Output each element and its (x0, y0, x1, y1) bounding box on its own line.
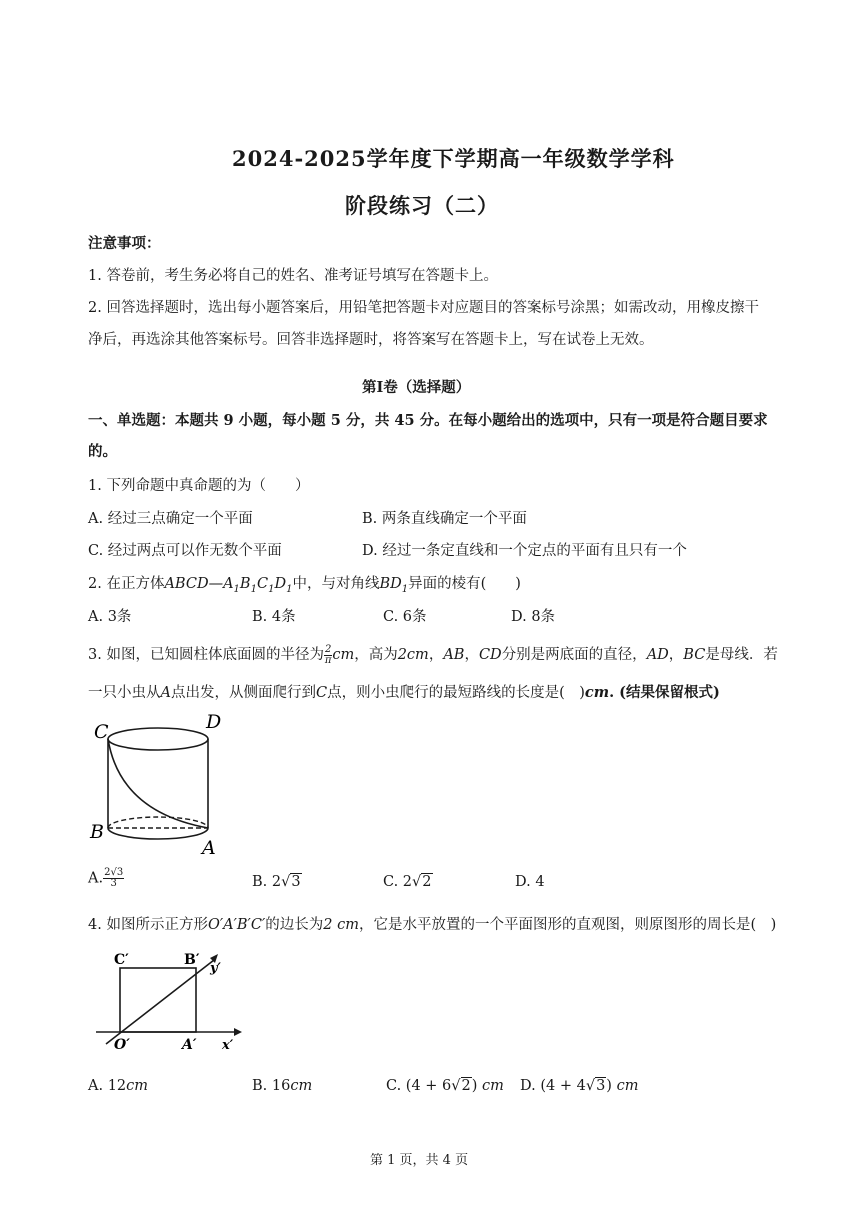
exam-title: 2024-2025学年度下学期高一年级数学学科 (232, 146, 675, 171)
cylinder-top-ellipse (108, 728, 208, 750)
figure-label-o-prime: O′ (114, 1037, 130, 1053)
figure-label-x-prime: x′ (222, 1038, 234, 1053)
figure-label-d: D (206, 712, 222, 733)
page-number: 第 1 页，共 4 页 (370, 1153, 469, 1168)
question-2-diagonal: BD (379, 576, 402, 592)
question-2-option-b: B. 4条 (252, 609, 296, 625)
figure-label-b-prime: B′ (184, 952, 200, 968)
figure-label-c: C (94, 721, 109, 743)
figure-label-c-prime: C′ (114, 952, 129, 968)
question-3-line-1: 3. 如图，已知圆柱体底面圆的半径为 $\frac{2}{\pi}$ cm，高为2cm，AB，CD分别是两底面的直径，AD，BC是母线．若 (88, 643, 778, 666)
cylinder-bottom-back-arc (108, 817, 208, 828)
question-1-option-b: B. 两条直线确定一个平面 (362, 511, 527, 527)
notice-item-2-line-1: 2. 回答选择题时，选出每小题答案后，用铅笔把答题卡对应题目的答案标号涂黑；如需改动，用橡皮擦干 (88, 300, 759, 316)
question-3-option-b: B. 2√3 (252, 874, 301, 890)
question-4-option-a: A. 12cm (88, 1078, 149, 1094)
question-2-option-a: A. 3条 (88, 609, 132, 625)
figure-label-a-prime: A′ (182, 1037, 197, 1053)
question-1-option-a: A. 经过三点确定一个平面 (88, 511, 253, 527)
question-1-stem: 1. 下列命题中真命题的为（ ） (88, 478, 310, 494)
x-axis-arrow (234, 1028, 242, 1036)
question-4-option-b: B. 16cm (252, 1078, 313, 1094)
notice-item-2-line-2: 净后，再选涂其他答案标号。回答非选择题时，将答案写在答题卡上，写在试卷上无效。 (88, 332, 654, 348)
figure-label-b: B (90, 821, 104, 843)
notice-item-1: 1. 答卷前，考生务必将自己的姓名、准考证号填写在答题卡上。 (88, 268, 498, 284)
cylinder-figure (88, 712, 238, 860)
question-3-option-c: C. 2√2 (383, 874, 432, 890)
square-o-a-b-c (120, 968, 196, 1032)
question-3-option-a: A. $\frac{2√3}{3}$ (88, 867, 124, 889)
exam-subtitle: 阶段练习（二） (345, 193, 499, 218)
question-1-option-c: C. 经过两点可以作无数个平面 (88, 543, 282, 559)
question-3-line-2: 一只小虫从A点出发，从侧面爬行到C点，则小虫爬行的最短路线的长度是( )cm. (结果保留根式) (88, 684, 720, 701)
notice-heading: 注意事项： (88, 235, 161, 252)
section-intro-line-2: 的。 (88, 443, 117, 460)
question-4-option-c: C. (4 + 6√2) cm (386, 1078, 504, 1094)
question-2-option-c: C. 6条 (383, 609, 427, 625)
section-intro-line-1: 一、单选题：本题共 9 小题，每小题 5 分，共 45 分。在每小题给出的选项中，只有一项是符合题目要求 (88, 412, 768, 429)
square-figure (96, 948, 246, 1056)
shortest-path-curve (108, 739, 208, 828)
question-2-prefix: 2. 在正方体 (88, 576, 165, 592)
section-heading: 第I卷（选择题） (362, 379, 471, 396)
radius-fraction: $\frac{2}{\pi}$ (324, 643, 332, 666)
figure-label-a: A (202, 837, 216, 859)
cylinder-bottom-front-arc (108, 828, 208, 839)
question-4-stem: 4. 如图所示正方形O′A′B′C′的边长为2 cm，它是水平放置的一个平面图形的直观图，则原图形的周长是( ) (88, 917, 777, 933)
question-3-option-d: D. 4 (515, 874, 545, 890)
figure-label-y-prime: y′ (210, 961, 221, 976)
question-2-option-d: D. 8条 (511, 609, 556, 625)
question-2-cube-name: ABCD—A (164, 576, 234, 592)
question-2-stem: 2. 在正方体$ABCD—A_1B_1C_1D_1$中，与对角线$BD_1$异面的棱有( ) (88, 576, 521, 595)
question-4-option-d: D. (4 + 4√3) cm (520, 1078, 639, 1094)
question-1-option-d: D. 经过一条定直线和一个定点的平面有且只有一个 (362, 543, 687, 559)
